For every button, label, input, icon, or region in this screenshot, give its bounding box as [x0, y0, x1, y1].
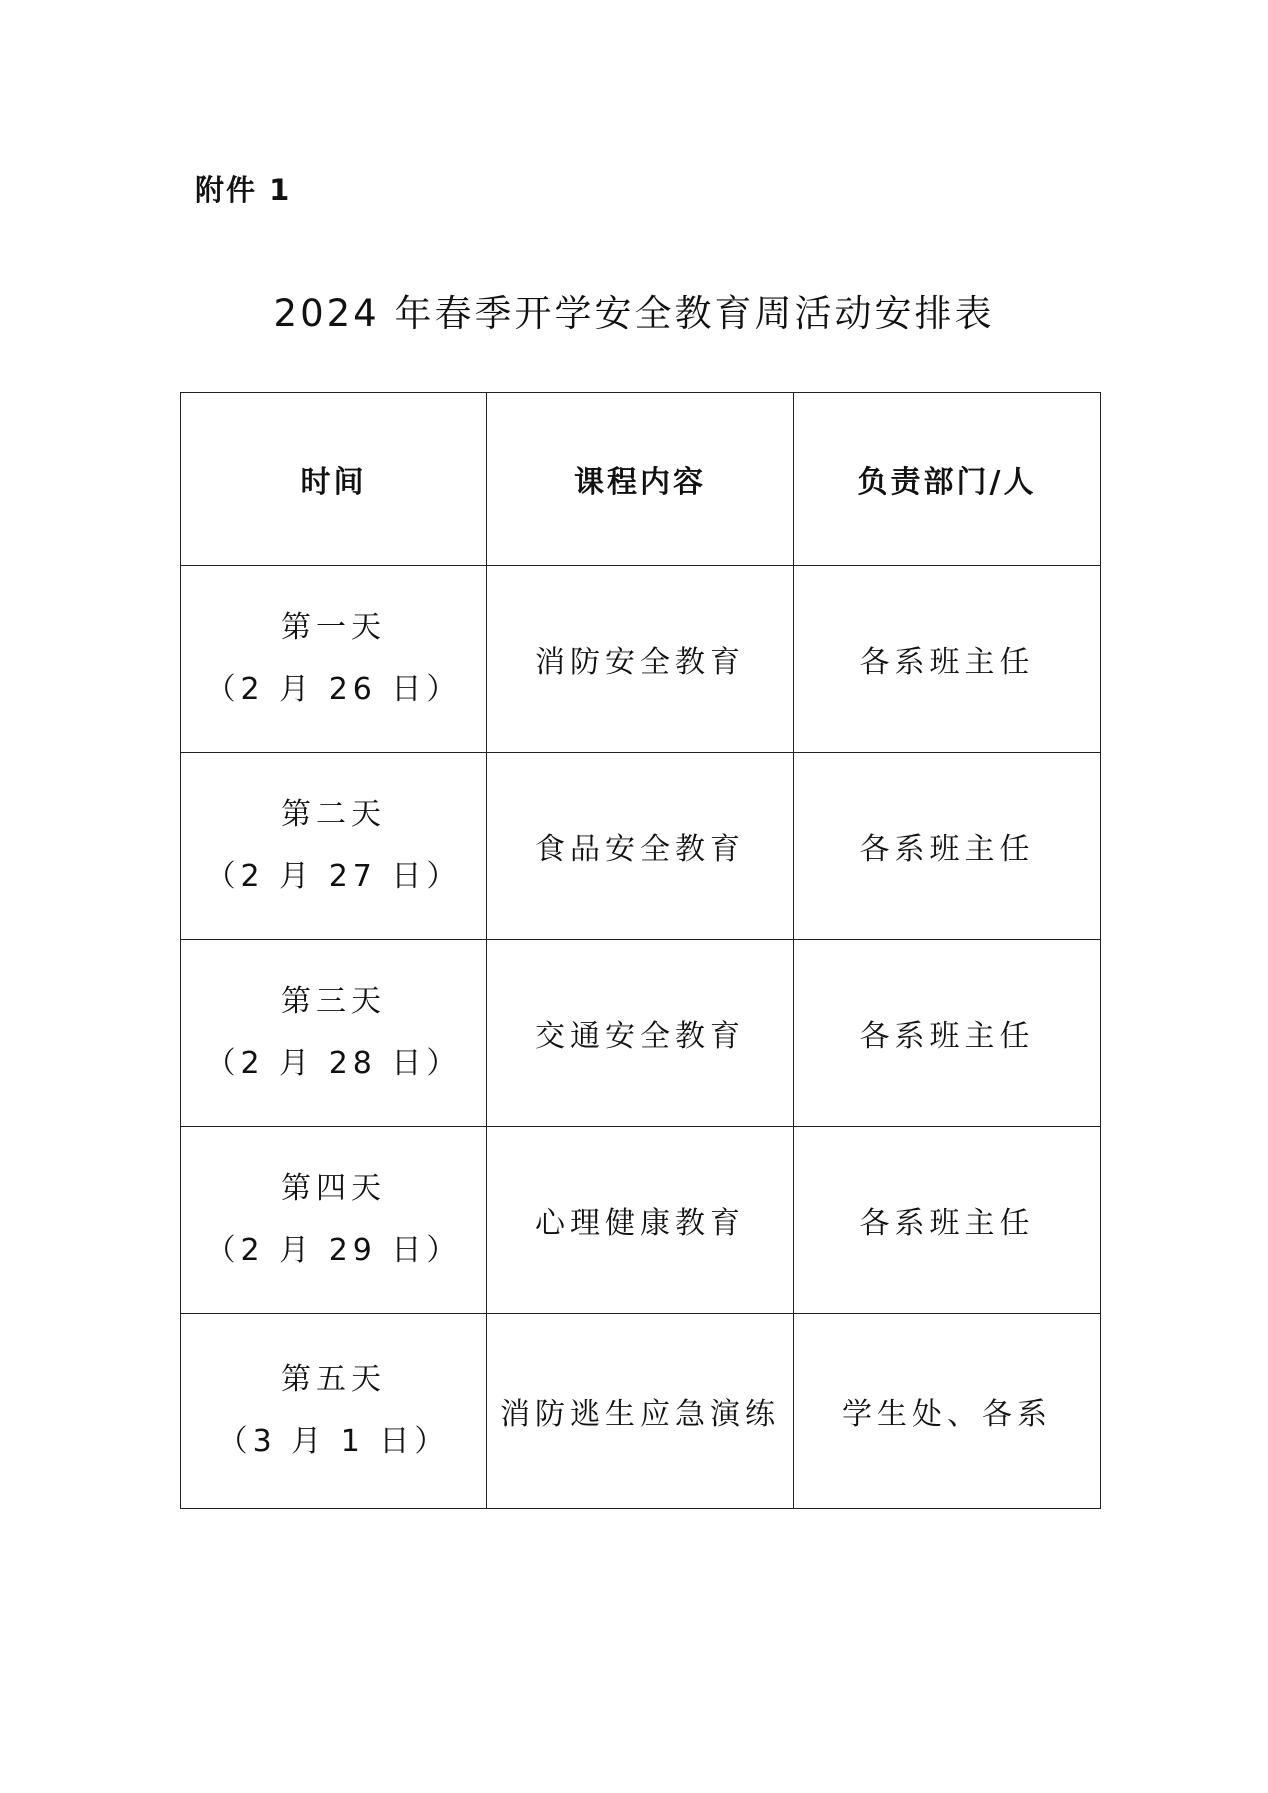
time-cell	[181, 753, 487, 940]
owner-cell: 各系班主任	[794, 940, 1101, 1127]
date-label: （2 月 27 日）	[205, 859, 462, 894]
time-cell	[181, 566, 487, 753]
content-cell: 食品安全教育	[487, 753, 794, 940]
table-header-row	[181, 393, 1101, 566]
table-row	[181, 1127, 1101, 1314]
table-row	[181, 753, 1101, 940]
header-owner: 负责部门/人	[794, 393, 1101, 566]
date-label: （3 月 1 日）	[217, 1424, 450, 1459]
table-row	[181, 940, 1101, 1127]
day-label: 第一天	[281, 610, 386, 645]
date-label: （2 月 29 日）	[205, 1233, 462, 1268]
day-label: 第四天	[281, 1171, 386, 1206]
content-cell: 交通安全教育	[487, 940, 794, 1127]
table-row	[181, 566, 1101, 753]
content-cell: 消防逃生应急演练	[487, 1314, 794, 1509]
content-cell: 心理健康教育	[487, 1127, 794, 1314]
day-label: 第二天	[281, 797, 386, 832]
table-row	[181, 1314, 1101, 1509]
content-cell: 消防安全教育	[487, 566, 794, 753]
attachment-label: 附件 1	[195, 173, 292, 207]
schedule-table	[180, 392, 1101, 1509]
owner-cell: 学生处、各系	[794, 1314, 1101, 1509]
header-content: 课程内容	[487, 393, 794, 566]
owner-cell: 各系班主任	[794, 566, 1101, 753]
day-label: 第三天	[281, 984, 386, 1019]
date-label: （2 月 28 日）	[205, 1046, 462, 1081]
owner-cell: 各系班主任	[794, 1127, 1101, 1314]
date-label: （2 月 26 日）	[205, 672, 462, 707]
header-time: 时间	[181, 393, 487, 566]
time-cell	[181, 1127, 487, 1314]
time-cell	[181, 1314, 487, 1509]
day-label: 第五天	[281, 1362, 386, 1397]
owner-cell: 各系班主任	[794, 753, 1101, 940]
document-title: 2024 年春季开学安全教育周活动安排表	[273, 292, 995, 335]
time-cell	[181, 940, 487, 1127]
